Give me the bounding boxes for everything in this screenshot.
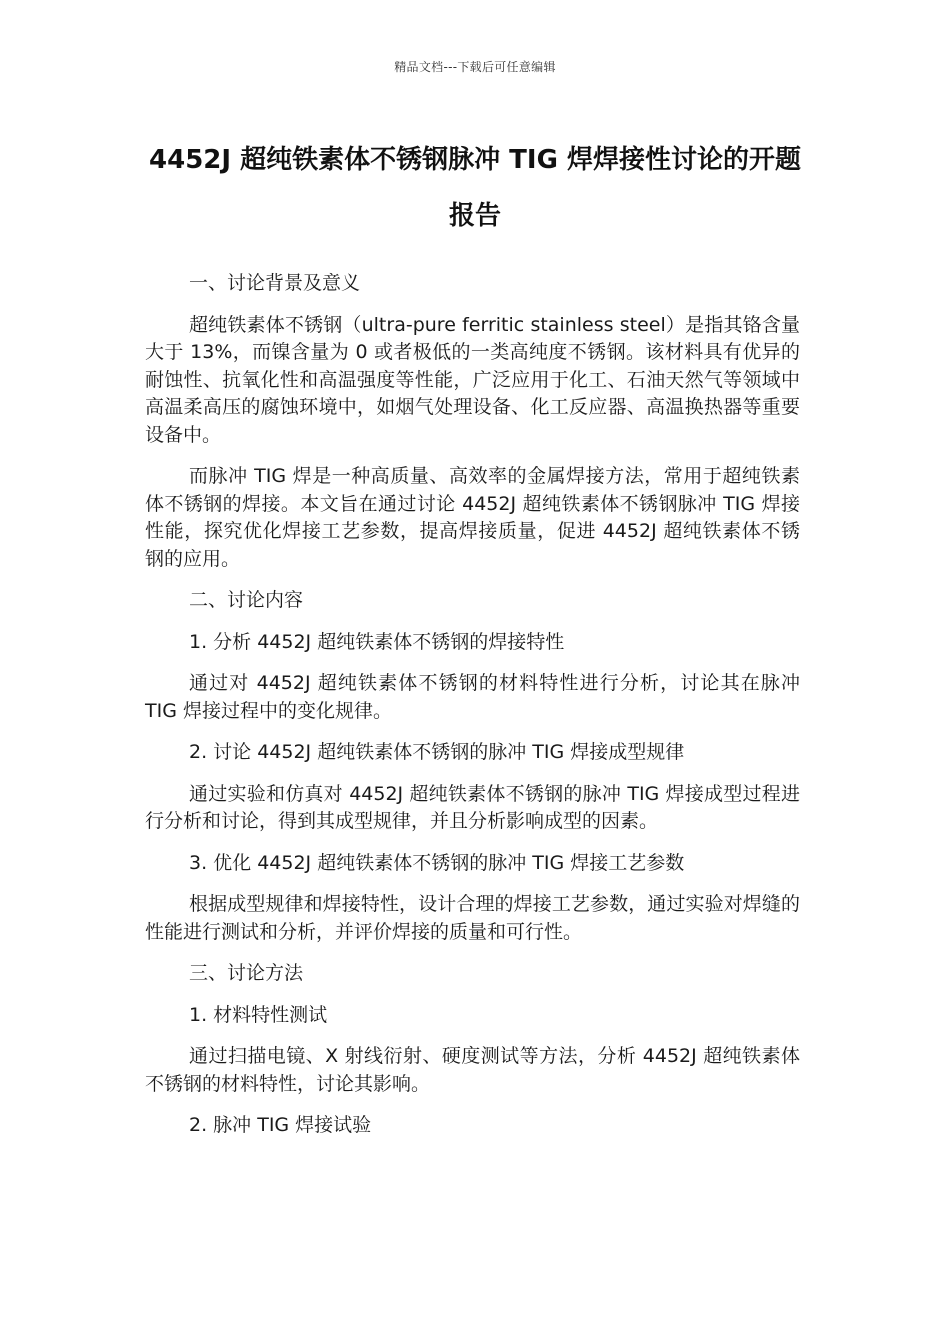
paragraph-process-parameters: 根据成型规律和焊接特性，设计合理的焊接工艺参数，通过实验对焊缝的性能进行测试和分析，并评价焊接的质量和可行性。 bbox=[145, 893, 800, 943]
paragraph-definition: 超纯铁素体不锈钢（ultra-pure ferritic stainless steel）是指其铬含量大于 13%，而镍含量为 0 或者极低的一类高纯度不锈钢。该材料具有优异的耐蚀性、抗氧化性和高温强度等性能，广泛应用于化工、石油天然气等领域中高温柔高压的腐蚀环境中，如烟气处理设备、化工反应器、高温换热器等重要设备中。 bbox=[145, 313, 800, 446]
paragraph-welding-characteristics: 通过对 4452J 超纯铁素体不锈钢的材料特性进行分析，讨论其在脉冲 TIG 焊接过程中的变化规律。 bbox=[145, 672, 800, 722]
page-header-note: 精品文档---下载后可任意编辑 bbox=[394, 60, 556, 74]
section-heading-background: 一、讨论背景及意义 bbox=[189, 272, 361, 294]
section-heading-methods: 三、讨论方法 bbox=[189, 962, 304, 984]
subheading-material-testing: 1. 材料特性测试 bbox=[189, 1003, 328, 1026]
subheading-welding-test: 2. 脉冲 TIG 焊接试验 bbox=[189, 1114, 372, 1136]
subheading-welding-characteristics: 1. 分析 4452J 超纯铁素体不锈钢的焊接特性 bbox=[189, 630, 565, 653]
paragraph-material-testing: 通过扫描电镜、X 射线衍射、硬度测试等方法，分析 4452J 超纯铁素体不锈钢的材料特性，讨论其影响。 bbox=[145, 1045, 800, 1095]
document-body bbox=[145, 270, 800, 1154]
section-heading-content: 二、讨论内容 bbox=[189, 589, 304, 611]
subheading-forming-rules: 2. 讨论 4452J 超纯铁素体不锈钢的脉冲 TIG 焊接成型规律 bbox=[189, 741, 685, 763]
paragraph-purpose: 而脉冲 TIG 焊是一种高质量、高效率的金属焊接方法，常用于超纯铁素体不锈钢的焊接。本文旨在通过讨论 4452J 超纯铁素体不锈钢脉冲 TIG 焊接性能，探究优化焊接工艺参数，提高焊接质量，促进 4452J 超纯铁素体不锈钢的应用。 bbox=[145, 465, 800, 570]
paragraph-forming-rules: 通过实验和仿真对 4452J 超纯铁素体不锈钢的脉冲 TIG 焊接成型过程进行分析和讨论，得到其成型规律，并且分析影响成型的因素。 bbox=[145, 782, 800, 832]
document-title: 4452J 超纯铁素体不锈钢脉冲 TIG 焊焊接性讨论的开题报告 bbox=[149, 145, 801, 231]
subheading-process-parameters: 3. 优化 4452J 超纯铁素体不锈钢的脉冲 TIG 焊接工艺参数 bbox=[189, 851, 685, 874]
